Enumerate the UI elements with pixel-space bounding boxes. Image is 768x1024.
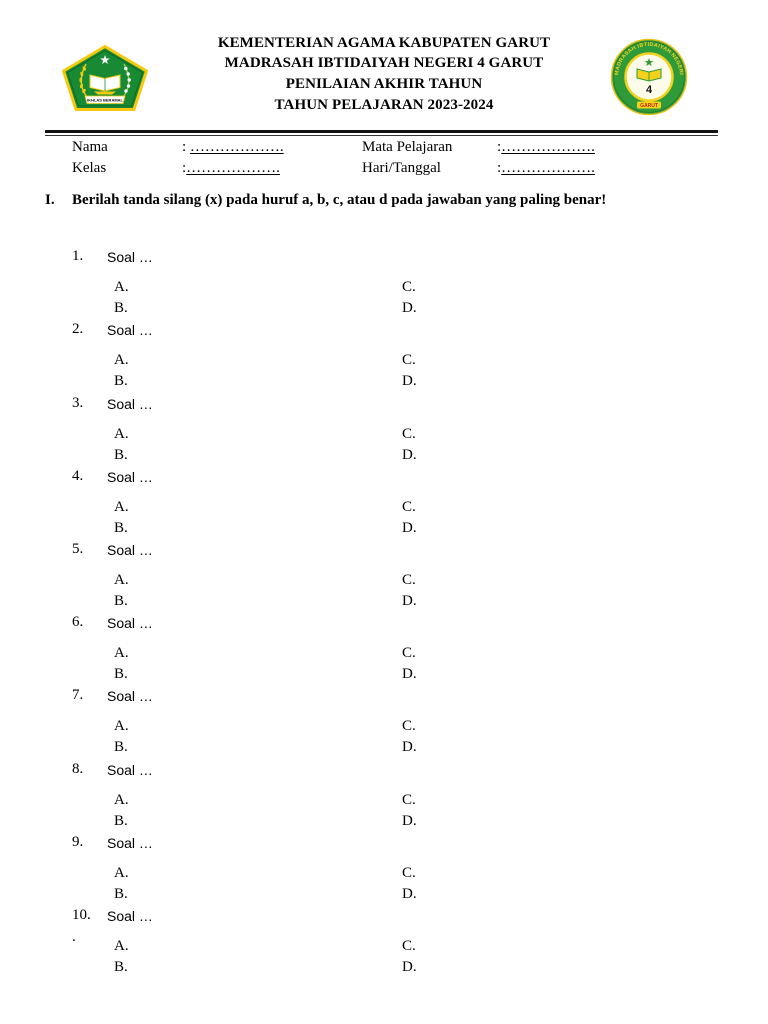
- question-7: [0, 686, 768, 758]
- option-d: D.: [402, 593, 417, 609]
- question-text: Soal …: [107, 762, 153, 778]
- option-d: D.: [402, 886, 417, 902]
- option-d: D.: [402, 739, 417, 755]
- question-9: [0, 833, 768, 905]
- option-b: B.: [114, 373, 128, 389]
- question-number: 2.: [72, 321, 84, 337]
- option-b: B.: [114, 447, 128, 463]
- section-numeral: I.: [45, 192, 55, 208]
- question-10: [0, 906, 768, 978]
- option-b: B.: [114, 813, 128, 829]
- logo-ring-text: MADRASAH IBTIDAIYAH NEGERI: [613, 41, 684, 76]
- question-text: Soal …: [107, 396, 153, 412]
- class-separator: :: [182, 160, 187, 176]
- option-c: C.: [402, 572, 416, 588]
- question-number: 1.: [72, 248, 84, 264]
- option-c: C.: [402, 938, 416, 954]
- option-a: A.: [114, 938, 129, 954]
- option-b: B.: [114, 886, 128, 902]
- option-b: B.: [114, 593, 128, 609]
- header-divider-thick: [45, 130, 718, 133]
- question-number: 10.: [72, 907, 91, 923]
- option-a: A.: [114, 718, 129, 734]
- option-d: D.: [402, 813, 417, 829]
- class-label: Kelas: [72, 160, 107, 176]
- question-number: 4.: [72, 468, 84, 484]
- option-c: C.: [402, 426, 416, 442]
- option-c: C.: [402, 499, 416, 515]
- question-text: Soal …: [107, 469, 153, 485]
- option-c: C.: [402, 865, 416, 881]
- option-d: D.: [402, 300, 417, 316]
- question-text: Soal …: [107, 615, 153, 631]
- subject-blank: ……………….: [501, 139, 595, 155]
- option-c: C.: [402, 645, 416, 661]
- option-d: D.: [402, 959, 417, 975]
- subject-label: Mata Pelajaran: [362, 139, 453, 155]
- question-number: 7.: [72, 687, 84, 703]
- option-c: C.: [402, 792, 416, 808]
- question-text: Soal …: [107, 688, 153, 704]
- option-a: A.: [114, 572, 129, 588]
- question-3: [0, 394, 768, 466]
- option-b: B.: [114, 959, 128, 975]
- logo-city-text: GARUT: [640, 103, 658, 109]
- stray-mark: .: [72, 929, 76, 945]
- option-a: A.: [114, 645, 129, 661]
- question-5: [0, 540, 768, 612]
- class-field: [182, 159, 280, 177]
- date-separator: :: [497, 160, 502, 176]
- question-number: 9.: [72, 834, 84, 850]
- question-number: 6.: [72, 614, 84, 630]
- option-d: D.: [402, 447, 417, 463]
- name-separator: :: [182, 139, 190, 155]
- option-b: B.: [114, 739, 128, 755]
- subject-separator: :: [497, 139, 502, 155]
- option-b: B.: [114, 666, 128, 682]
- date-blank: ……………….: [501, 160, 595, 176]
- question-1: [0, 247, 768, 319]
- option-b: B.: [114, 520, 128, 536]
- logo-banner-text: IKHLAS BERAMAL: [87, 97, 123, 103]
- question-number: 3.: [72, 395, 84, 411]
- question-6: [0, 613, 768, 685]
- option-c: C.: [402, 279, 416, 295]
- date-label: Hari/Tanggal: [362, 160, 441, 176]
- question-text: Soal …: [107, 908, 153, 924]
- header-school: MADRASAH IBTIDAIYAH NEGERI 4 GARUT: [224, 55, 544, 71]
- option-b: B.: [114, 300, 128, 316]
- header-ministry: KEMENTERIAN AGAMA KABUPATEN GARUT: [217, 35, 551, 51]
- name-field: [182, 138, 284, 156]
- question-text: Soal …: [107, 322, 153, 338]
- option-c: C.: [402, 718, 416, 734]
- name-blank: ……………….: [189, 139, 284, 155]
- question-8: [0, 760, 768, 832]
- header-exam-title: PENILAIAN AKHIR TAHUN: [285, 76, 483, 92]
- option-a: A.: [114, 352, 129, 368]
- question-4: [0, 467, 768, 539]
- question-number: 8.: [72, 761, 84, 777]
- option-a: A.: [114, 865, 129, 881]
- option-d: D.: [402, 666, 417, 682]
- option-d: D.: [402, 520, 417, 536]
- section-instruction: Berilah tanda silang (x) pada huruf a, b, c, atau d pada jawaban yang paling benar!: [72, 192, 607, 208]
- header-divider-thin: [45, 135, 718, 136]
- question-text: Soal …: [107, 835, 153, 851]
- class-blank: ……………….: [186, 160, 280, 176]
- option-a: A.: [114, 426, 129, 442]
- option-c: C.: [402, 352, 416, 368]
- option-a: A.: [114, 792, 129, 808]
- question-2: [0, 320, 768, 392]
- subject-field: [497, 138, 595, 156]
- header-academic-year: TAHUN PELAJARAN 2023-2024: [274, 97, 494, 113]
- date-field: [497, 159, 595, 177]
- question-number: 5.: [72, 541, 84, 557]
- logo-number: 4: [645, 84, 653, 96]
- option-a: A.: [114, 279, 129, 295]
- name-label: Nama: [72, 139, 108, 155]
- question-text: Soal …: [107, 249, 153, 265]
- option-a: A.: [114, 499, 129, 515]
- option-d: D.: [402, 373, 417, 389]
- question-text: Soal …: [107, 542, 153, 558]
